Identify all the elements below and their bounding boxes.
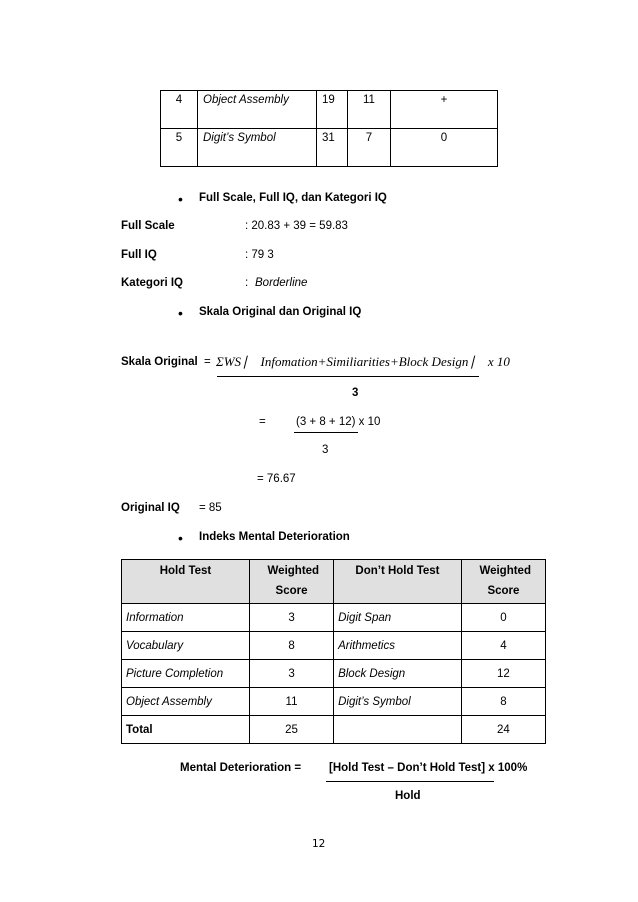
page-number: 12 [312,838,326,850]
table-cell: 0 [391,129,498,167]
column-header: Hold Test [122,560,250,604]
full-scale-value: : 20.83 + 39 = 59.83 [245,220,348,232]
column-header-text: Weighted Score [479,565,531,597]
skala-original-label: Skala Original [121,356,198,368]
original-iq-label: Original IQ [121,502,180,514]
table-row [161,129,498,167]
table-cell: Vocabulary [122,632,250,660]
table-cell: + [391,91,498,129]
table-cell: Total [122,716,250,744]
table-cell: Block Design [334,660,462,688]
column-header: Don’t Hold Test [334,560,462,604]
hold-test-table [121,559,546,744]
table-cell: Digit’s Symbol [198,129,317,167]
table-row [122,688,546,716]
bullet-icon: • [178,530,183,546]
table-cell: 4 [161,91,198,129]
table-cell: 0 [461,604,545,632]
table-cell: Digit Span [334,604,462,632]
fraction-line [217,376,479,377]
table-cell: Arithmetics [334,632,462,660]
table-cell: 24 [461,716,545,744]
table-cell: 3 [249,660,333,688]
table-row [161,91,498,129]
table-total-row [122,716,546,744]
step1-denominator: 3 [322,444,329,456]
mental-deterioration-numerator: [Hold Test – Don’t Hold Test] x 100% [329,762,528,774]
column-header [461,560,545,604]
kategori-iq-value: Borderline [255,277,308,289]
table-cell: 3 [249,604,333,632]
original-iq-value: = 85 [199,502,222,514]
column-header [249,560,333,604]
table-cell: Picture Completion [122,660,250,688]
table-cell: 11 [348,91,391,129]
full-iq-label: Full IQ [121,249,157,261]
table-cell: 25 [249,716,333,744]
full-iq-value: : 79 3 [245,249,274,261]
table-cell: 4 [461,632,545,660]
table-cell: 31 [317,129,348,167]
table-cell: 8 [461,688,545,716]
table-row [122,604,546,632]
bullet-icon: • [178,305,183,321]
fraction-line [326,781,494,782]
fraction-line [294,432,358,433]
table-cell: 8 [249,632,333,660]
table-cell: Object Assembly [122,688,250,716]
section-heading-indeks: Indeks Mental Deterioration [199,531,350,543]
section-heading-full-scale: Full Scale, Full IQ, dan Kategori IQ [199,192,387,204]
skala-denominator: 3 [352,387,359,399]
column-header-text: Weighted Score [267,565,320,597]
step2-result: = 76.67 [257,473,296,485]
section-heading-skala: Skala Original dan Original IQ [199,306,362,318]
table-row [122,632,546,660]
table-cell: 11 [249,688,333,716]
table-cell: Object Assembly [198,91,317,129]
table-cell: 5 [161,129,198,167]
table-cell: 19 [317,91,348,129]
table-cell: Digit’s Symbol [334,688,462,716]
skala-original-equals: = [204,356,211,368]
full-scale-label: Full Scale [121,220,175,232]
subtest-table [160,90,498,167]
step1-equals: = [259,416,266,428]
table-cell: 12 [461,660,545,688]
kategori-iq-colon: : [245,277,249,289]
step1-numerator: (3 + 8 + 12) x 10 [296,416,381,428]
bullet-icon: • [178,191,183,207]
mental-deterioration-denominator: Hold [395,790,421,802]
mental-deterioration-label: Mental Deterioration = [180,762,302,774]
kategori-iq-label: Kategori IQ [121,277,183,289]
table-cell: Information [122,604,250,632]
table-header-row [122,560,546,604]
table-row [122,660,546,688]
table-cell: 7 [348,129,391,167]
skala-original-formula: ΣWS ⎸ Infomation+Similiarities+Block Design ⎸ x 10 [216,354,510,369]
table-cell [334,716,462,744]
